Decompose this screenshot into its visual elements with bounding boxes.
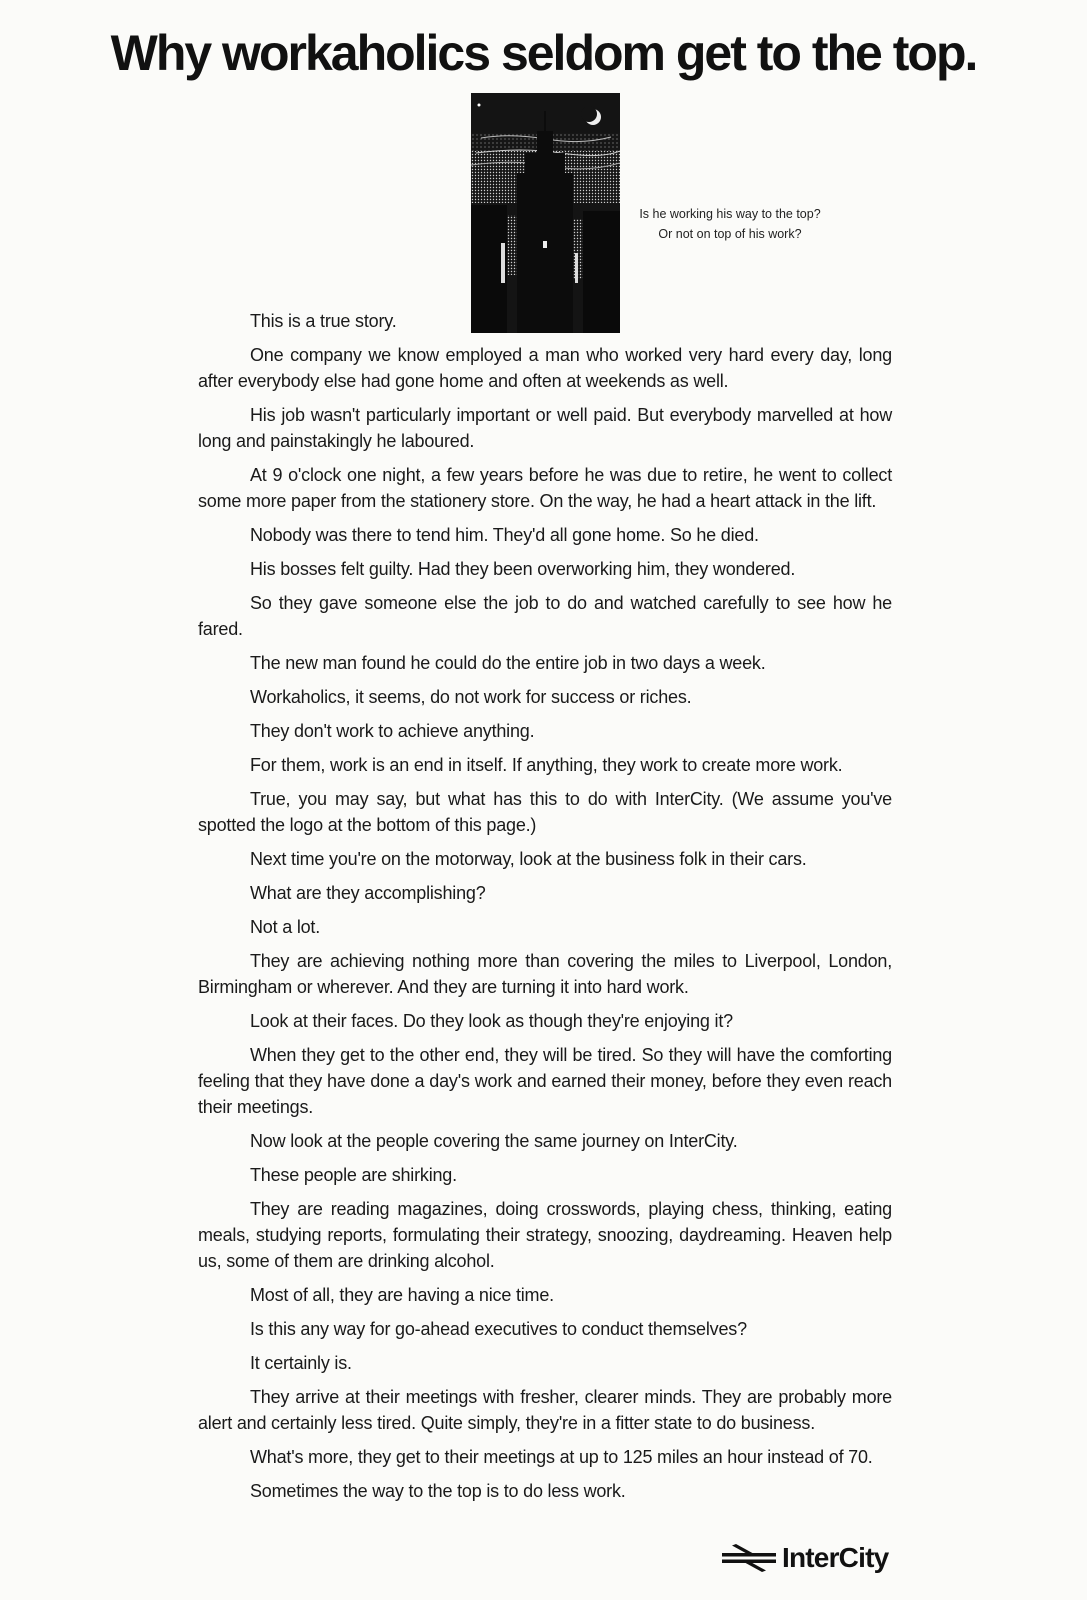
paragraph: Workaholics, it seems, do not work for success or riches. bbox=[250, 687, 692, 707]
intercity-logo bbox=[722, 1540, 888, 1576]
paragraph: Nobody was there to tend him. They'd all gone home. So he died. bbox=[250, 525, 759, 545]
paragraph: At 9 o'clock one night, a few years before he was due to retire, he went to collect some more paper from the stationery store. On the way, he had a heart attack in the lift. bbox=[198, 465, 892, 511]
caption-line-2: Or not on top of his work? bbox=[658, 227, 802, 241]
caption-line-1: Is he working his way to the top? bbox=[639, 207, 821, 221]
paragraph: What are they accomplishing? bbox=[250, 883, 486, 903]
paragraph: It certainly is. bbox=[250, 1353, 352, 1373]
paragraph: One company we know employed a man who worked very hard every day, long after everybody else had gone home and often at weekends as well. bbox=[198, 345, 892, 391]
paragraph: Is this any way for go-ahead executives to conduct themselves? bbox=[250, 1319, 747, 1339]
paragraph: They are achieving nothing more than covering the miles to Liverpool, London, Birmingham or wherever. And they are turning it into hard work. bbox=[198, 951, 892, 997]
paragraph: They don't work to achieve anything. bbox=[250, 721, 535, 741]
night-skyscraper-illustration bbox=[471, 93, 620, 333]
closing-line: Sometimes the way to the top is to do less work. bbox=[250, 1481, 626, 1501]
paragraph: The new man found he could do the entire job in two days a week. bbox=[250, 653, 766, 673]
paragraph: His job wasn't particularly important or well paid. But everybody marvelled at how long and painstakingly he laboured. bbox=[198, 405, 892, 451]
paragraph: Now look at the people covering the same journey on InterCity. bbox=[250, 1131, 738, 1151]
paragraph: Look at their faces. Do they look as though they're enjoying it? bbox=[250, 1011, 733, 1031]
paragraph: They are reading magazines, doing crosswords, playing chess, thinking, eating meals, studying reports, formulating their strategy, snoozing, daydreaming. Heaven help us, some of them are drinking alcohol. bbox=[198, 1199, 892, 1271]
paragraph: They arrive at their meetings with fresher, clearer minds. They are probably more alert and certainly less tired. Quite simply, they're in a fitter state to do business. bbox=[198, 1387, 892, 1433]
illustration-caption bbox=[620, 204, 840, 244]
paragraph: Next time you're on the motorway, look at the business folk in their cars. bbox=[250, 849, 807, 869]
paragraph: Not a lot. bbox=[250, 917, 321, 937]
headline: Why workaholics seldom get to the top. bbox=[110, 25, 977, 81]
paragraph: What's more, they get to their meetings at up to 125 miles an hour instead of 70. bbox=[250, 1447, 873, 1467]
paragraph: These people are shirking. bbox=[250, 1165, 457, 1185]
paragraph: When they get to the other end, they will be tired. So they will have the comforting feeling that they have done a day's work and earned their money, before they even reach their meetings. bbox=[198, 1045, 892, 1117]
paragraph: His bosses felt guilty. Had they been overworking him, they wondered. bbox=[250, 559, 796, 579]
paragraph: Most of all, they are having a nice time. bbox=[250, 1285, 554, 1305]
body-copy bbox=[198, 308, 892, 1504]
british-rail-double-arrow-icon bbox=[722, 1544, 776, 1572]
paragraph: True, you may say, but what has this to do with InterCity. (We assume you've spotted the logo at the bottom of this page.) bbox=[198, 789, 892, 835]
paragraph: This is a true story. bbox=[250, 311, 397, 331]
paragraph: So they gave someone else the job to do and watched carefully to see how he fared. bbox=[198, 593, 892, 639]
paragraph: For them, work is an end in itself. If anything, they work to create more work. bbox=[250, 755, 843, 775]
logo-text: InterCity bbox=[782, 1542, 889, 1573]
